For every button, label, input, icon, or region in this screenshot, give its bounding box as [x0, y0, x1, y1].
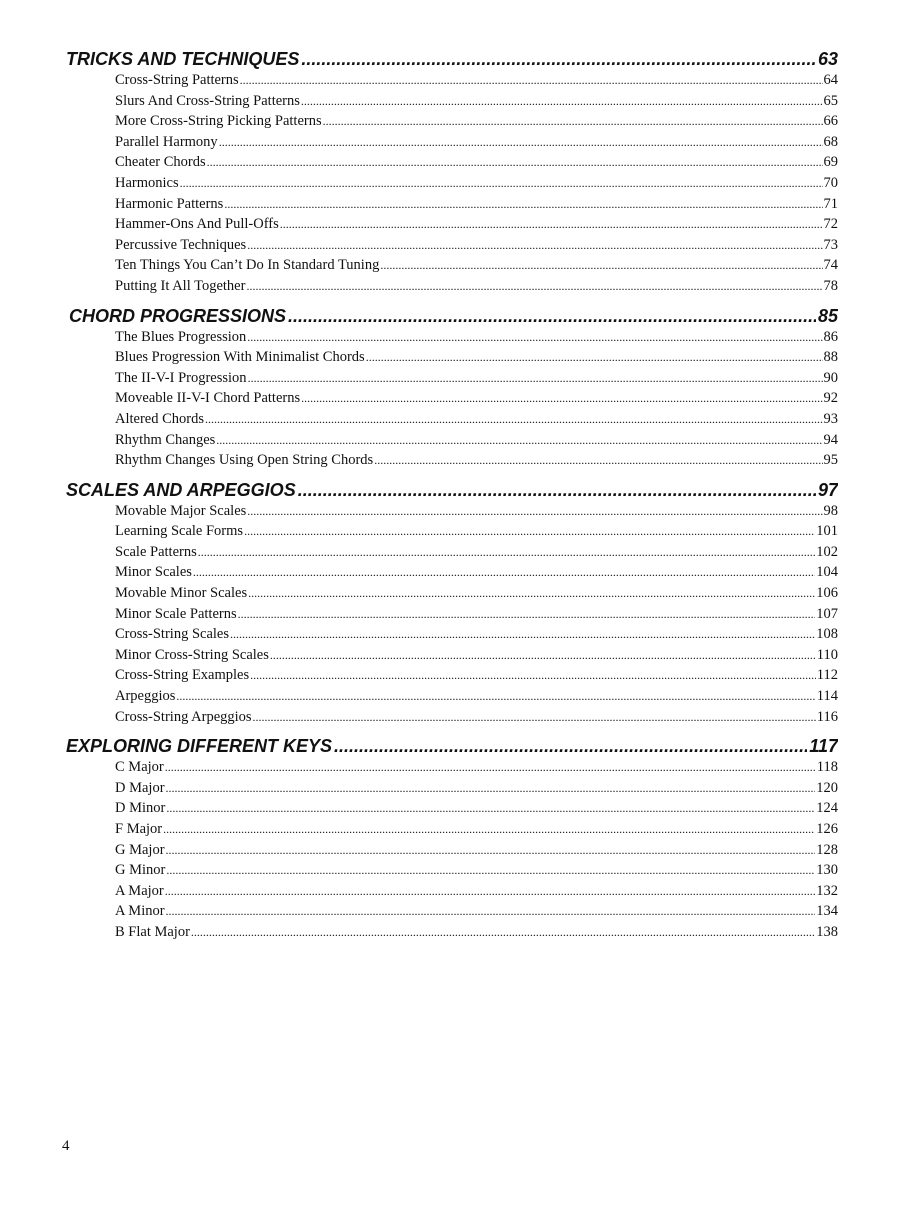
entry-page: 90	[823, 369, 838, 386]
toc-entry[interactable]	[115, 91, 838, 112]
table-of-contents	[66, 48, 838, 951]
entry-title: Percussive Techniques	[115, 236, 247, 253]
entry-title: Hammer-Ons And Pull-Offs	[115, 216, 279, 233]
entry-page: 134	[816, 903, 838, 920]
entry-page: 68	[823, 133, 838, 150]
toc-section	[66, 48, 838, 297]
entry-page: 98	[823, 502, 838, 519]
entry-title: G Minor	[115, 862, 166, 879]
entry-page: 94	[823, 431, 838, 448]
entry-page: 64	[823, 72, 838, 88]
entry-page: 101	[816, 523, 838, 540]
page-number: 4	[62, 1138, 70, 1154]
entry-title: Minor Scales	[115, 564, 192, 581]
toc-entry[interactable]	[115, 430, 838, 451]
toc-entry[interactable]	[115, 194, 838, 215]
toc-entry[interactable]	[115, 542, 838, 563]
entry-title: The II-V-I Progression	[115, 369, 247, 386]
section-title: EXPLORING DIFFERENT KEYS	[66, 736, 333, 757]
entry-page: 71	[823, 195, 838, 212]
entry-title: D Minor	[115, 800, 166, 817]
toc-entry[interactable]	[115, 881, 838, 902]
section-title: SCALES AND ARPEGGIOS	[66, 479, 296, 500]
toc-entry[interactable]	[115, 521, 838, 542]
section-title: CHORD PROGRESSIONS	[69, 305, 287, 326]
section-page: 85	[817, 305, 838, 326]
entry-page: 73	[823, 236, 838, 253]
entry-title: Cross-String Arpeggios	[115, 708, 252, 725]
toc-section	[66, 305, 838, 471]
entry-title: D Major	[115, 779, 165, 796]
section-page: 117	[809, 736, 838, 757]
entry-title: Minor Scale Patterns	[115, 605, 237, 622]
toc-entry[interactable]	[115, 819, 838, 840]
entry-title: Cross-String Patterns	[115, 72, 239, 88]
toc-entry[interactable]	[115, 624, 838, 645]
toc-entry[interactable]	[115, 368, 838, 389]
entry-page: 120	[816, 779, 838, 796]
toc-entry[interactable]	[115, 645, 838, 666]
entry-title: Scale Patterns	[115, 543, 197, 560]
entry-title: Rhythm Changes	[115, 431, 216, 448]
toc-entry[interactable]	[115, 409, 838, 430]
entry-title: Cross-String Examples	[115, 667, 250, 684]
toc-entry[interactable]	[115, 798, 838, 819]
toc-entry[interactable]	[115, 562, 838, 583]
entry-title: Arpeggios	[115, 688, 176, 705]
entry-title: Learning Scale Forms	[115, 523, 244, 540]
entry-title: More Cross-String Picking Patterns	[115, 113, 322, 130]
entry-page: 78	[823, 277, 838, 294]
entry-title: A Major	[115, 882, 164, 899]
toc-entry[interactable]	[115, 840, 838, 861]
entry-title: F Major	[115, 821, 163, 837]
entry-title: G Major	[115, 841, 165, 858]
entry-title: C Major	[115, 759, 164, 776]
entry-title: A Minor	[115, 903, 165, 920]
toc-entry[interactable]	[115, 173, 838, 194]
entry-page: 69	[823, 154, 838, 171]
entry-page: 132	[816, 882, 838, 899]
entry-title: Movable Major Scales	[115, 502, 247, 519]
entry-page: 65	[823, 92, 838, 109]
section-heading[interactable]	[66, 479, 838, 501]
toc-section	[66, 479, 838, 728]
entry-title: Moveable II-V-I Chord Patterns	[115, 390, 301, 407]
toc-entry[interactable]	[115, 132, 838, 153]
toc-entry[interactable]	[115, 111, 838, 132]
section-heading[interactable]	[66, 305, 838, 327]
entry-page: 128	[816, 841, 838, 858]
toc-entry[interactable]	[115, 70, 838, 91]
toc-entry[interactable]	[115, 686, 838, 707]
toc-entry[interactable]	[115, 901, 838, 922]
toc-entry[interactable]	[115, 327, 838, 348]
entry-title: Cross-String Scales	[115, 626, 229, 643]
entry-title: Minor Cross-String Scales	[115, 646, 269, 663]
toc-section	[66, 735, 838, 942]
entry-page: 107	[816, 605, 838, 622]
entry-title: Rhythm Changes Using Open String Chords	[115, 452, 374, 469]
entry-title: Harmonics	[115, 174, 179, 191]
entry-page: 106	[816, 585, 838, 602]
entry-title: Harmonic Patterns	[115, 195, 224, 212]
toc-entry[interactable]	[115, 276, 838, 297]
section-page: 63	[817, 49, 838, 69]
toc-entry[interactable]	[115, 665, 838, 686]
entry-page: 110	[816, 646, 838, 663]
entry-page: 124	[816, 800, 838, 817]
entry-page: 116	[816, 708, 838, 725]
entry-page: 86	[823, 328, 838, 345]
entry-page: 108	[816, 626, 838, 643]
entry-title: Blues Progression With Minimalist Chords	[115, 349, 365, 366]
entry-title: Altered Chords	[115, 410, 204, 427]
toc-entry[interactable]	[115, 604, 838, 625]
toc-entry[interactable]	[115, 501, 838, 522]
toc-entry[interactable]	[115, 707, 838, 728]
entry-page: 74	[823, 257, 838, 274]
entry-page: 95	[823, 452, 838, 469]
toc-entry[interactable]	[115, 152, 838, 173]
entry-page: 112	[816, 667, 838, 684]
toc-entry[interactable]	[115, 388, 838, 409]
entry-page: 66	[823, 113, 838, 130]
toc-entry[interactable]	[115, 235, 838, 256]
toc-entry[interactable]	[115, 757, 838, 778]
entry-title: B Flat Major	[115, 923, 190, 940]
toc-entry[interactable]	[115, 255, 838, 276]
entry-page: 138	[816, 923, 838, 940]
toc-entry[interactable]	[115, 778, 838, 799]
entry-page: 93	[823, 410, 838, 427]
entry-title: Putting It All Together	[115, 277, 246, 294]
toc-entry[interactable]	[115, 347, 838, 368]
entry-title: The Blues Progression	[115, 328, 247, 345]
toc-entry[interactable]	[115, 583, 838, 604]
entry-title: Slurs And Cross-String Patterns	[115, 92, 300, 109]
entry-title: Ten Things You Can’t Do In Standard Tuning	[115, 257, 380, 274]
entry-page: 88	[823, 349, 838, 366]
section-heading[interactable]	[66, 735, 838, 757]
entry-page: 126	[816, 821, 838, 837]
entry-page: 72	[823, 216, 838, 233]
entry-title: Movable Minor Scales	[115, 585, 248, 602]
entry-page: 118	[816, 759, 838, 776]
entry-page: 102	[816, 543, 838, 560]
toc-entry[interactable]	[115, 860, 838, 881]
section-title: TRICKS AND TECHNIQUES	[66, 49, 300, 69]
entry-title: Parallel Harmony	[115, 133, 218, 150]
entry-page: 130	[816, 862, 838, 879]
section-heading[interactable]	[66, 48, 838, 70]
entry-page: 114	[816, 688, 838, 705]
entry-page: 70	[823, 174, 838, 191]
toc-entry[interactable]	[115, 450, 838, 471]
entry-title: Cheater Chords	[115, 154, 206, 171]
entry-page: 92	[823, 390, 838, 407]
toc-entry[interactable]	[115, 922, 838, 943]
section-page: 97	[817, 479, 838, 500]
entry-page: 104	[816, 564, 838, 581]
toc-entry[interactable]	[115, 214, 838, 235]
